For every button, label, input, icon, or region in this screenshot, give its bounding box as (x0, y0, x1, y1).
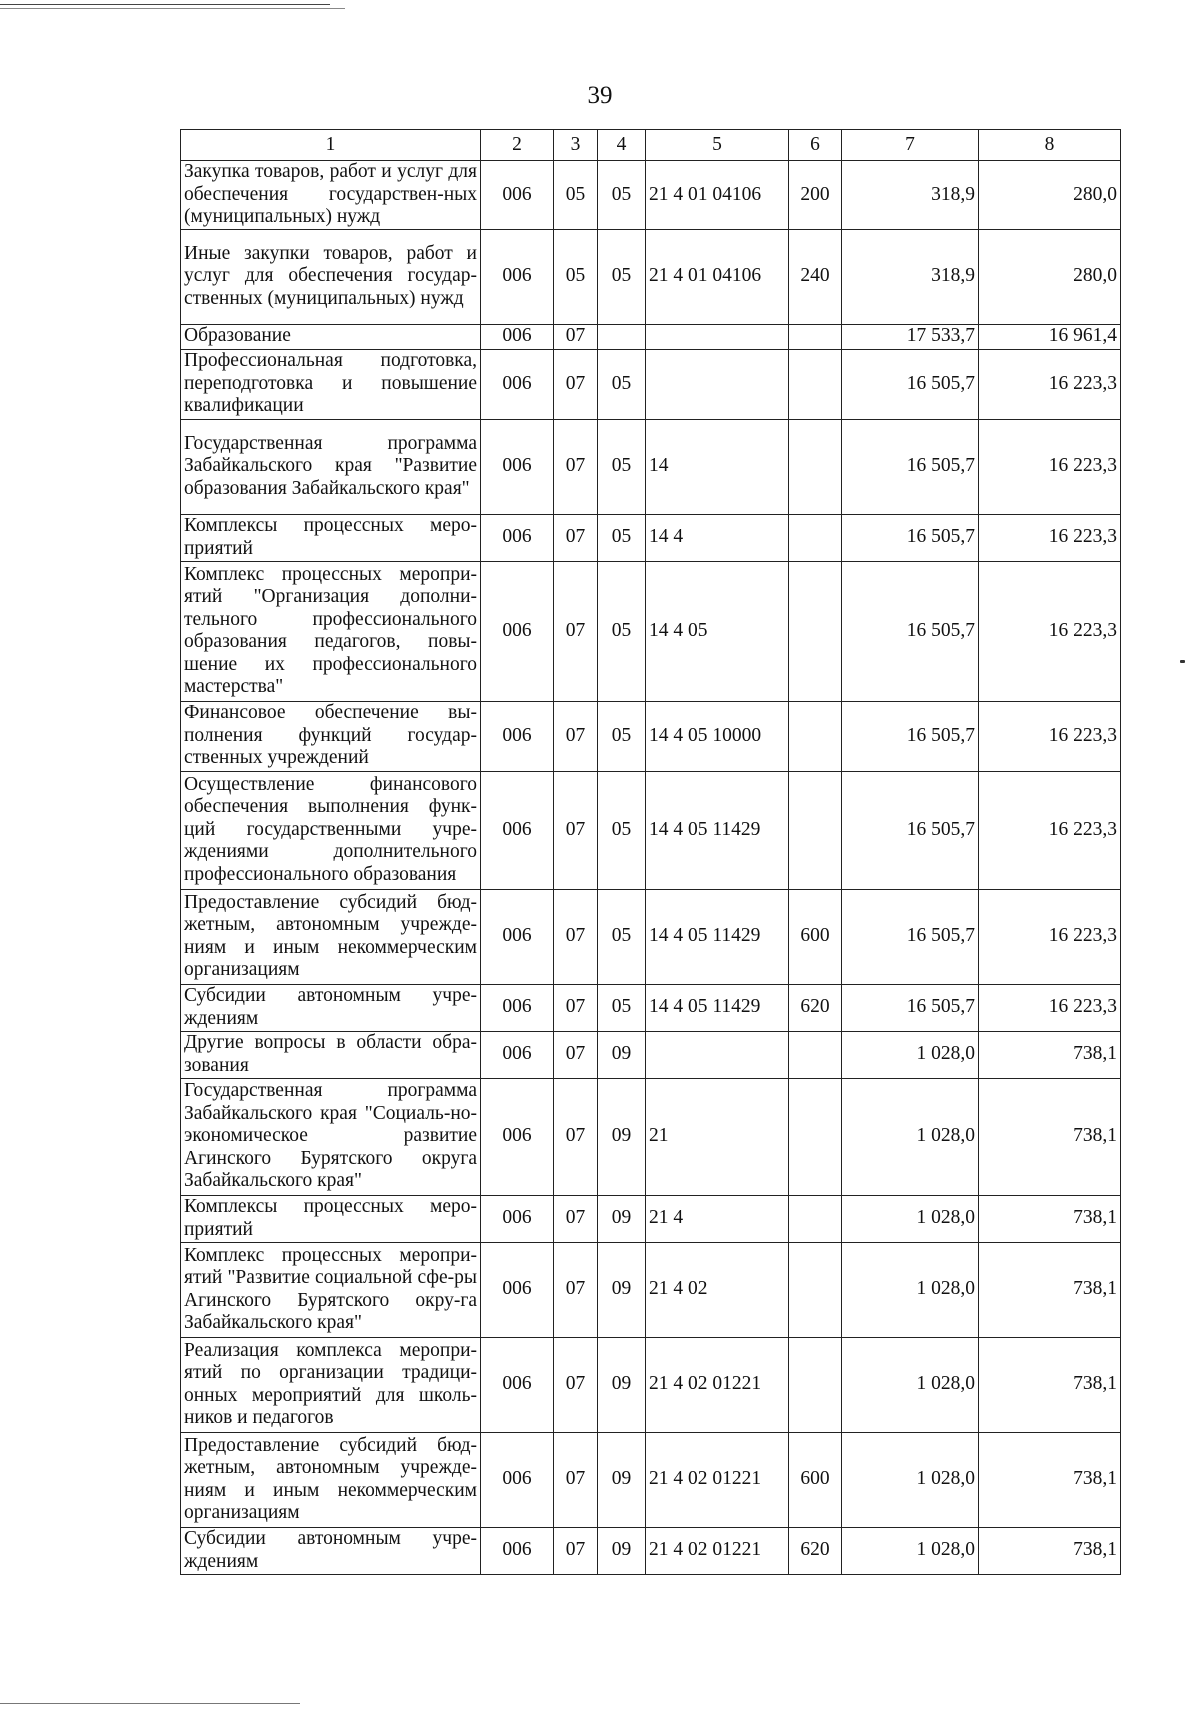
scan-edge-line (0, 8, 345, 9)
table-row (181, 889, 1121, 984)
cell-col6 (789, 1195, 842, 1242)
cell-col2: 006 (481, 984, 554, 1031)
column-header: 4 (598, 130, 646, 161)
cell-col7: 1 028,0 (842, 1432, 979, 1527)
cell-col5: 14 4 05 11429 (646, 771, 789, 889)
cell-col5: 14 4 05 (646, 561, 789, 701)
cell-col2: 006 (481, 561, 554, 701)
cell-col6 (789, 701, 842, 771)
cell-col5: 21 (646, 1078, 789, 1195)
cell-col6: 600 (789, 889, 842, 984)
cell-col3: 07 (554, 701, 598, 771)
cell-col8: 738,1 (979, 1078, 1121, 1195)
cell-col7: 16 505,7 (842, 889, 979, 984)
scan-edge-line (0, 4, 330, 5)
cell-col6 (789, 514, 842, 561)
cell-col2: 006 (481, 1337, 554, 1432)
cell-col8: 738,1 (979, 1527, 1121, 1574)
row-name: Другие вопросы в области обра-зования (181, 1031, 481, 1078)
column-header: 2 (481, 130, 554, 161)
cell-col2: 006 (481, 229, 554, 324)
table-row (181, 229, 1121, 324)
row-name: Государственная программа Забайкальского края "Развитие образования Забайкальского края" (181, 419, 481, 514)
cell-col6 (789, 1031, 842, 1078)
cell-col6: 620 (789, 1527, 842, 1574)
cell-col7: 1 028,0 (842, 1195, 979, 1242)
cell-col4: 05 (598, 984, 646, 1031)
cell-col2: 006 (481, 161, 554, 230)
cell-col3: 07 (554, 1527, 598, 1574)
cell-col5: 14 4 05 10000 (646, 701, 789, 771)
cell-col7: 17 533,7 (842, 324, 979, 349)
cell-col7: 1 028,0 (842, 1078, 979, 1195)
table-row (181, 1195, 1121, 1242)
cell-col4: 05 (598, 161, 646, 230)
table-row (181, 419, 1121, 514)
cell-col2: 006 (481, 1031, 554, 1078)
cell-col3: 07 (554, 1031, 598, 1078)
cell-col5: 14 4 (646, 514, 789, 561)
cell-col6: 620 (789, 984, 842, 1031)
cell-col3: 07 (554, 984, 598, 1031)
cell-col3: 07 (554, 349, 598, 419)
cell-col2: 006 (481, 1078, 554, 1195)
cell-col6 (789, 349, 842, 419)
cell-col4 (598, 324, 646, 349)
cell-col6 (789, 1242, 842, 1337)
column-header: 3 (554, 130, 598, 161)
cell-col5: 14 4 05 11429 (646, 984, 789, 1031)
cell-col4: 05 (598, 349, 646, 419)
cell-col4: 09 (598, 1432, 646, 1527)
cell-col3: 07 (554, 1195, 598, 1242)
cell-col8: 280,0 (979, 161, 1121, 230)
cell-col7: 1 028,0 (842, 1031, 979, 1078)
row-name: Осуществление финансового обеспечения выполнения функ-ций государственными учре-ждениями дополнительного профессионального образования (181, 771, 481, 889)
cell-col2: 006 (481, 701, 554, 771)
row-name: Комплекс процессных меропри-ятий "Организация дополни-тельного профессионального образования педагогов, повы-шение их профессионального мастерства" (181, 561, 481, 701)
cell-col5: 14 (646, 419, 789, 514)
cell-col3: 07 (554, 771, 598, 889)
cell-col2: 006 (481, 419, 554, 514)
table-row (181, 1078, 1121, 1195)
cell-col3: 07 (554, 324, 598, 349)
table-row (181, 984, 1121, 1031)
scan-edge-line (0, 1703, 300, 1704)
budget-table (180, 129, 1121, 1575)
cell-col3: 05 (554, 229, 598, 324)
cell-col8: 16 223,3 (979, 514, 1121, 561)
cell-col5 (646, 324, 789, 349)
cell-col4: 05 (598, 701, 646, 771)
table-row (181, 561, 1121, 701)
header-row (181, 130, 1121, 161)
cell-col8: 16 223,3 (979, 419, 1121, 514)
cell-col8: 738,1 (979, 1031, 1121, 1078)
table-row (181, 1031, 1121, 1078)
row-name: Комплекс процессных меропри-ятий "Развитие социальной сфе-ры Агинского Бурятского окру-га Забайкальского края" (181, 1242, 481, 1337)
cell-col8: 16 223,3 (979, 561, 1121, 701)
cell-col4: 05 (598, 514, 646, 561)
cell-col6: 200 (789, 161, 842, 230)
table-row (181, 1432, 1121, 1527)
cell-col8: 738,1 (979, 1242, 1121, 1337)
cell-col8: 738,1 (979, 1337, 1121, 1432)
cell-col4: 09 (598, 1242, 646, 1337)
cell-col4: 05 (598, 889, 646, 984)
cell-col7: 16 505,7 (842, 984, 979, 1031)
cell-col5: 21 4 (646, 1195, 789, 1242)
cell-col3: 07 (554, 889, 598, 984)
table-body (181, 161, 1121, 1575)
cell-col6: 240 (789, 229, 842, 324)
cell-col6 (789, 1078, 842, 1195)
cell-col4: 05 (598, 561, 646, 701)
row-name: Предоставление субсидий бюд-жетным, автономным учрежде-ниям и иным некоммерческим организациям (181, 1432, 481, 1527)
cell-col4: 09 (598, 1031, 646, 1078)
table-row (181, 1242, 1121, 1337)
cell-col5 (646, 1031, 789, 1078)
row-name: Закупка товаров, работ и услуг для обеспечения государствен-ных (муниципальных) нужд (181, 161, 481, 230)
cell-col5: 21 4 02 01221 (646, 1432, 789, 1527)
cell-col8: 16 961,4 (979, 324, 1121, 349)
cell-col7: 16 505,7 (842, 349, 979, 419)
page-number: 39 (587, 82, 613, 109)
cell-col6 (789, 771, 842, 889)
cell-col5: 21 4 02 (646, 1242, 789, 1337)
row-name: Финансовое обеспечение вы-полнения функций государ-ственных учреждений (181, 701, 481, 771)
table-row (181, 1527, 1121, 1574)
cell-col2: 006 (481, 771, 554, 889)
cell-col5 (646, 349, 789, 419)
cell-col7: 16 505,7 (842, 561, 979, 701)
column-header: 6 (789, 130, 842, 161)
cell-col8: 280,0 (979, 229, 1121, 324)
cell-col8: 16 223,3 (979, 701, 1121, 771)
row-name: Субсидии автономным учре-ждениям (181, 984, 481, 1031)
column-header: 7 (842, 130, 979, 161)
cell-col7: 318,9 (842, 161, 979, 230)
row-name: Иные закупки товаров, работ и услуг для обеспечения государ-ственных (муниципальных) нужд (181, 229, 481, 324)
cell-col6 (789, 324, 842, 349)
cell-col7: 1 028,0 (842, 1527, 979, 1574)
column-header: 5 (646, 130, 789, 161)
cell-col6 (789, 561, 842, 701)
column-header: 8 (979, 130, 1121, 161)
cell-col4: 05 (598, 229, 646, 324)
row-name: Профессиональная подготовка, переподготовка и повышение квалификации (181, 349, 481, 419)
cell-col4: 09 (598, 1527, 646, 1574)
cell-col2: 006 (481, 1527, 554, 1574)
table-row (181, 324, 1121, 349)
row-name: Государственная программа Забайкальского края "Социаль-но-экономическое развитие Агинского Бурятского округа Забайкальского края" (181, 1078, 481, 1195)
cell-col7: 16 505,7 (842, 419, 979, 514)
table-row (181, 1337, 1121, 1432)
table-row (181, 161, 1121, 230)
cell-col2: 006 (481, 349, 554, 419)
cell-col7: 16 505,7 (842, 514, 979, 561)
row-name: Комплексы процессных меро-приятий (181, 514, 481, 561)
cell-col5: 21 4 01 04106 (646, 229, 789, 324)
cell-col2: 006 (481, 1242, 554, 1337)
cell-col2: 006 (481, 1195, 554, 1242)
cell-col7: 16 505,7 (842, 771, 979, 889)
row-name: Предоставление субсидий бюд-жетным, автономным учрежде-ниям и иным некоммерческим организациям (181, 889, 481, 984)
row-name: Реализация комплекса меропри-ятий по организации традици-онных мероприятий для школь-ников и педагогов (181, 1337, 481, 1432)
cell-col3: 07 (554, 1337, 598, 1432)
table-row (181, 514, 1121, 561)
cell-col8: 16 223,3 (979, 984, 1121, 1031)
row-name: Субсидии автономным учре-ждениям (181, 1527, 481, 1574)
cell-col2: 006 (481, 889, 554, 984)
cell-col2: 006 (481, 514, 554, 561)
cell-col8: 16 223,3 (979, 771, 1121, 889)
table-row (181, 771, 1121, 889)
cell-col3: 05 (554, 161, 598, 230)
cell-col7: 1 028,0 (842, 1242, 979, 1337)
row-name: Образование (181, 324, 481, 349)
cell-col6 (789, 1337, 842, 1432)
cell-col2: 006 (481, 324, 554, 349)
cell-col8: 16 223,3 (979, 349, 1121, 419)
cell-col7: 1 028,0 (842, 1337, 979, 1432)
cell-col3: 07 (554, 561, 598, 701)
cell-col4: 05 (598, 771, 646, 889)
column-header: 1 (181, 130, 481, 161)
cell-col3: 07 (554, 419, 598, 514)
cell-col5: 21 4 01 04106 (646, 161, 789, 230)
cell-col6 (789, 419, 842, 514)
cell-col3: 07 (554, 514, 598, 561)
cell-col8: 738,1 (979, 1195, 1121, 1242)
cell-col7: 16 505,7 (842, 701, 979, 771)
table-row (181, 349, 1121, 419)
cell-col8: 16 223,3 (979, 889, 1121, 984)
table-row (181, 701, 1121, 771)
scan-speck (1180, 660, 1185, 663)
cell-col8: 738,1 (979, 1432, 1121, 1527)
cell-col4: 05 (598, 419, 646, 514)
cell-col4: 09 (598, 1337, 646, 1432)
cell-col4: 09 (598, 1078, 646, 1195)
cell-col6: 600 (789, 1432, 842, 1527)
cell-col7: 318,9 (842, 229, 979, 324)
cell-col5: 21 4 02 01221 (646, 1337, 789, 1432)
cell-col3: 07 (554, 1242, 598, 1337)
cell-col2: 006 (481, 1432, 554, 1527)
row-name: Комплексы процессных меро-приятий (181, 1195, 481, 1242)
cell-col5: 21 4 02 01221 (646, 1527, 789, 1574)
cell-col4: 09 (598, 1195, 646, 1242)
cell-col3: 07 (554, 1432, 598, 1527)
cell-col3: 07 (554, 1078, 598, 1195)
cell-col5: 14 4 05 11429 (646, 889, 789, 984)
